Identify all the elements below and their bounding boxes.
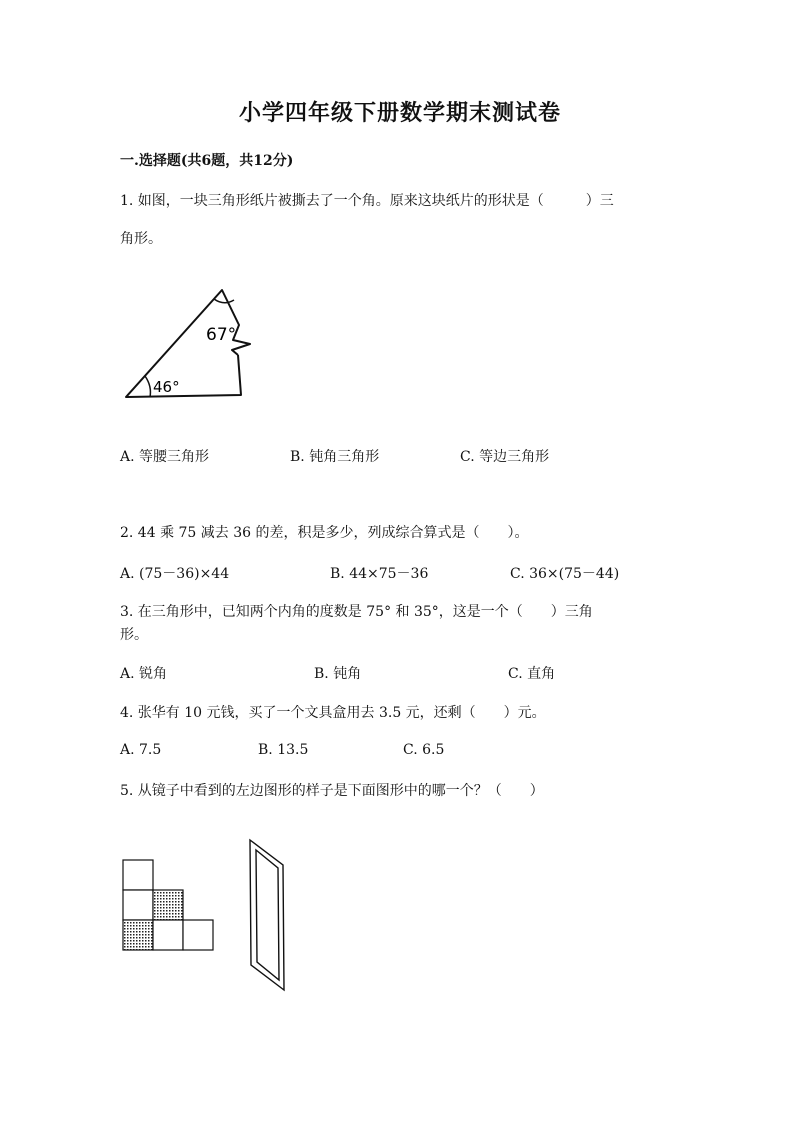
mirror-figure (118, 835, 298, 995)
mirror-icon (250, 840, 284, 990)
grid-cell (183, 920, 213, 950)
q3-option-c[interactable]: C. 直角 (508, 666, 556, 682)
question-2-line1: 2. 44 乘 75 减去 36 的差，积是多少，列成综合算式是（ ）。 (120, 525, 529, 541)
q2-option-b[interactable]: B. 44×75－36 (330, 566, 429, 582)
grid-cell-shaded (123, 920, 153, 950)
question-1-line1: 1. 如图，一块三角形纸片被撕去了一个角。原来这块纸片的形状是（ ）三 (120, 193, 614, 209)
grid-cell-shaded (153, 890, 183, 920)
question-1-line2: 角形。 (120, 231, 162, 247)
question-5-line1: 5. 从镜子中看到的左边图形的样子是下面图形中的哪一个？（ ） (120, 783, 544, 799)
q4-option-b[interactable]: B. 13.5 (258, 742, 309, 758)
q1-option-b[interactable]: B. 钝角三角形 (290, 449, 380, 465)
section-heading: 一.选择题(共6题，共12分) (120, 153, 294, 169)
q3-option-a[interactable]: A. 锐角 (120, 666, 168, 682)
q1-option-c[interactable]: C. 等边三角形 (460, 449, 550, 465)
torn-triangle-figure (118, 280, 268, 405)
q2-option-c[interactable]: C. 36×(75－44) (510, 566, 620, 582)
angle-label-46: 46° (153, 378, 180, 396)
top-angle-arc (214, 299, 234, 303)
question-4-line1: 4. 张华有 10 元钱，买了一个文具盒用去 3.5 元，还剩（ ）元。 (120, 705, 546, 721)
grid-shape (123, 860, 213, 950)
angle-label-67: 67° (206, 325, 237, 345)
page-title: 小学四年级下册数学期末测试卷 (238, 100, 561, 126)
q4-option-a[interactable]: A. 7.5 (120, 742, 162, 758)
question-3-line2: 形。 (120, 627, 148, 643)
grid-cell (123, 890, 153, 920)
q3-option-b[interactable]: B. 钝角 (314, 666, 362, 682)
question-3-line1: 3. 在三角形中，已知两个内角的度数是 75° 和 35°，这是一个（ ）三角 (120, 604, 593, 620)
q4-option-c[interactable]: C. 6.5 (403, 742, 445, 758)
bottom-angle-arc (145, 376, 150, 397)
grid-cell (153, 920, 183, 950)
grid-cell (123, 860, 153, 890)
q2-option-a[interactable]: A. (75－36)×44 (120, 566, 230, 582)
q1-option-a[interactable]: A. 等腰三角形 (120, 449, 210, 465)
